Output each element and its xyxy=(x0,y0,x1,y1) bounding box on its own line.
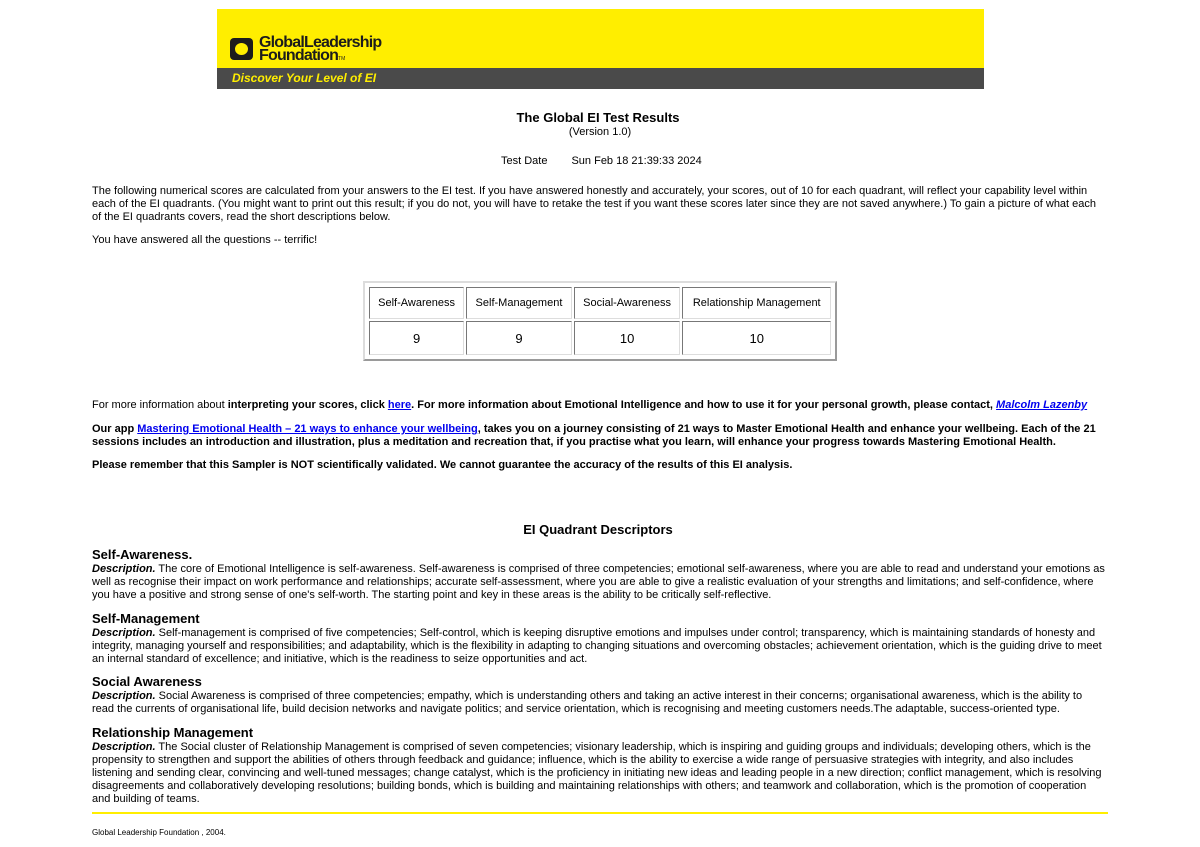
score-header-social-awareness: Social-Awareness xyxy=(574,287,681,319)
logo-line-2: Foundation xyxy=(259,47,339,64)
interpreting-scores-link[interactable]: here xyxy=(387,399,412,411)
contact-malcolm-link[interactable]: Malcolm Lazenby xyxy=(996,399,1088,411)
banner-tagline: Discover Your Level of EI xyxy=(217,68,984,89)
test-date-value: Sun Feb 18 21:39:33 2024 xyxy=(571,155,702,167)
description-label: Description. xyxy=(92,741,156,753)
more-info-text-2: . For more information about Emotional Intelligence and how to use it for your personal growth, please contact, xyxy=(411,399,997,411)
test-date-label: Test Date xyxy=(501,155,548,167)
answered-message: You have answered all the questions -- terrific! xyxy=(92,234,318,246)
header-banner xyxy=(217,9,984,89)
logo-line-1: GlobalLeadership xyxy=(259,34,382,51)
logo-trademark: TM xyxy=(338,56,346,62)
section-body-social-awareness xyxy=(92,690,1106,716)
app-promo-paragraph xyxy=(92,423,1108,449)
section-title-relationship-management: Relationship Management xyxy=(92,725,254,740)
test-date xyxy=(501,155,702,167)
section-body-self-management xyxy=(92,627,1106,666)
score-value-self-management: 9 xyxy=(466,321,572,355)
banner-logo-area xyxy=(217,9,984,68)
section-text: Social Awareness is comprised of three competencies; empathy, which is understanding others and taking an active interest in their concerns; organisational awareness, which is the ability to read the currents of organisational life, build decision networks and navigate politics; and service orientation, which is recognising and meeting customers needs.The adaptable, success-oriented type. xyxy=(92,690,1083,715)
section-title-self-awareness: Self-Awareness. xyxy=(92,547,193,562)
score-header-self-management: Self-Management xyxy=(466,287,572,319)
logo-mark-icon xyxy=(230,38,253,60)
descriptors-heading: EI Quadrant Descriptors xyxy=(523,522,673,537)
score-header-relationship-management: Relationship Management xyxy=(682,287,831,319)
section-text: The core of Emotional Intelligence is self-awareness. Self-awareness is comprised of three competencies; emotional self-awareness, where you are able to read and understand your emotions as well as recognise their impact on work performance and relationships; accurate self-assessment, where you are able to give a realistic evaluation of your strengths and limitations; and self-confidence, where you have a positive and strong sense of one's self-worth. The starting point and key in these areas is the ability to be critically self-reflective. xyxy=(92,563,1105,601)
section-title-self-management: Self-Management xyxy=(92,611,200,626)
more-info-text-1: interpreting your scores, click xyxy=(227,399,388,411)
app-promo-prefix: Our app xyxy=(92,423,138,435)
description-label: Description. xyxy=(92,563,156,575)
section-body-relationship-management xyxy=(92,741,1106,806)
version-label: (Version 1.0) xyxy=(568,126,632,138)
page-title: The Global EI Test Results xyxy=(516,110,680,125)
scores-table xyxy=(363,281,837,361)
score-value-relationship-management: 10 xyxy=(682,321,831,355)
intro-paragraph: The following numerical scores are calculated from your answers to the EI test. If you have answered honestly and accurately, your scores, out of 10 for each quadrant, will reflect your capability level within each of the EI quadrants. (You might want to print out this result; if you do not, you will have to retake the test if you want these scores later since they are not saved anywhere.) To gain a picture of what each of the EI quadrants covers, read the short descriptions below. xyxy=(92,185,1097,223)
scores-header-row xyxy=(369,287,831,319)
score-value-social-awareness: 10 xyxy=(574,321,681,355)
mastering-emotional-health-link[interactable]: Mastering Emotional Health – 21 ways to enhance your wellbeing xyxy=(137,423,478,435)
section-title-social-awareness: Social Awareness xyxy=(92,674,202,689)
section-text: The Social cluster of Relationship Management is comprised of seven competencies; visionary leadership, which is inspiring and guiding groups and individuals; developing others, which is the propensity to strengthen and support the abilities of others through feedback and guidance; influence, which is the ability to exercise a wide range of persuasive strategies with integrity, and also includes listening and sending clear, convincing and well-tuned messages; change catalyst, which is the proficiency in initiating new ideas and leading people in a new direction; conflict management, which is resolving disagreements and collaboratively developing resolutions; building bonds, which is building and maintaining relationships with others; and teamwork and collaboration, which is the promotion of cooperation and building of teams. xyxy=(92,741,1102,805)
scores-value-row xyxy=(369,321,831,355)
app-promo-text: , takes you on a journey consisting of 21 ways to Master Emotional Health and enhance your wellbeing. Each of the 21 sessions includes an introduction and illustration, plus a meditation and recreation that, if you practise what you learn, will enhance your progress towards Mastering Emotional Health. xyxy=(92,423,1096,448)
section-body-self-awareness xyxy=(92,563,1106,602)
section-text: Self-management is comprised of five competencies; Self-control, which is keeping disruptive emotions and impulses under control; transparency, which is maintaining standards of honesty and integrity, managing yourself and responsibilities; and adaptability, which is the flexibility in adapting to changing situations and overcoming obstacles; achievement orientation, which is the guiding drive to meet an internal standard of excellence; and initiative, which is the readiness to seize opportunities and act. xyxy=(92,627,1102,665)
description-label: Description. xyxy=(92,690,156,702)
score-header-self-awareness: Self-Awareness xyxy=(369,287,464,319)
footer-text: Global Leadership Foundation , 2004. xyxy=(92,828,226,837)
description-label: Description. xyxy=(92,627,156,639)
footer-divider xyxy=(92,812,1108,814)
more-info-paragraph xyxy=(92,399,1108,412)
score-value-self-awareness: 9 xyxy=(369,321,464,355)
disclaimer-paragraph: Please remember that this Sampler is NOT scientifically validated. We cannot guarantee the accuracy of the results of this EI analysis. xyxy=(92,459,793,471)
more-info-prefix: For more information about xyxy=(92,399,228,411)
logo-text xyxy=(259,36,381,66)
